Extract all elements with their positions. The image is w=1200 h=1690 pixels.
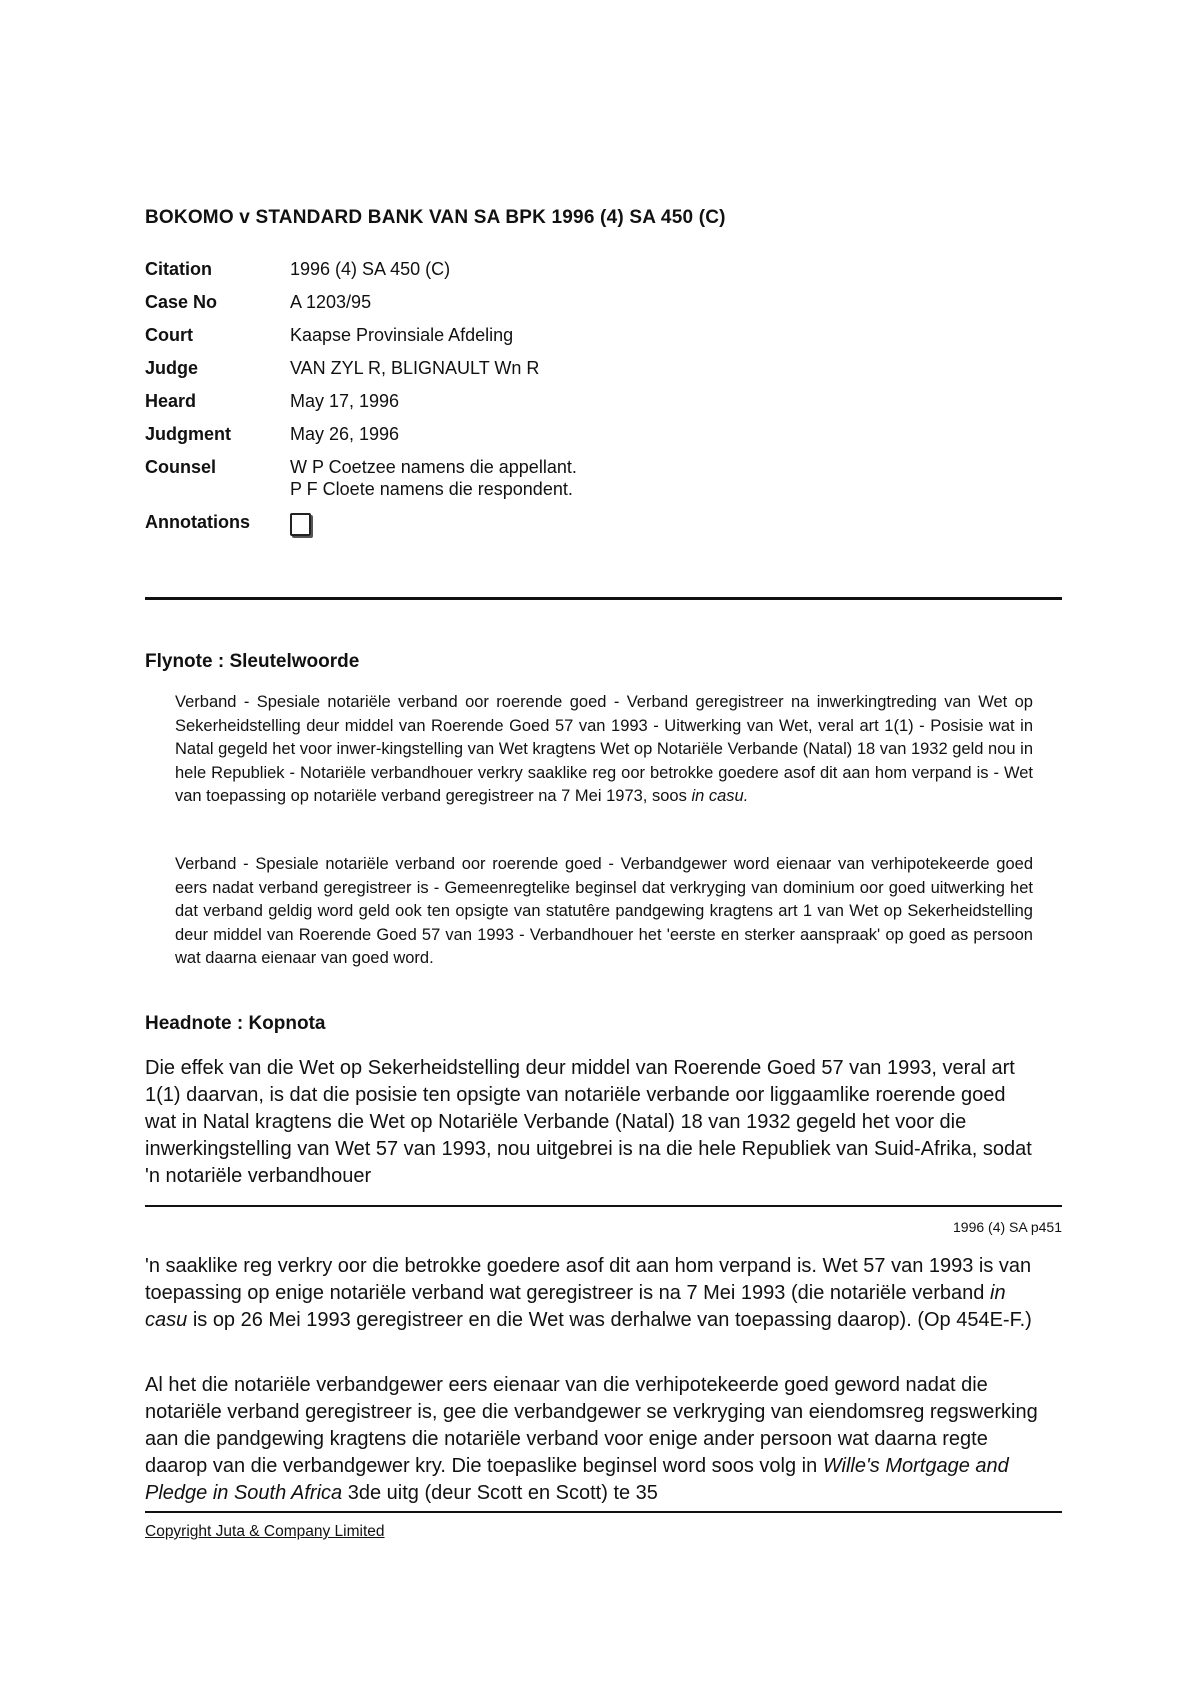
- copyright-link[interactable]: Copyright Juta & Company Limited: [145, 1523, 385, 1540]
- meta-value: May 17, 1996: [290, 391, 400, 411]
- headnote-heading: Headnote : Kopnota: [145, 1013, 326, 1034]
- meta-label: Heard: [145, 391, 197, 411]
- counsel-respondent: P F Cloete namens die respondent.: [290, 479, 573, 499]
- meta-label: Judgment: [145, 424, 232, 444]
- meta-label: Counsel: [145, 457, 217, 477]
- meta-row-judgment: [145, 423, 577, 445]
- meta-value: Kaapse Provinsiale Afdeling: [290, 325, 514, 345]
- meta-row-citation: [145, 258, 577, 280]
- headnote-paragraph-3: Al het die notariële verbandgewer eers eienaar van die verhipotekeerde goed geword nadat die notariële verband geregistreer is, gee die verbandgewer se verkryging van eiendomsreg regswerking aan die pandgewing kragtens die notariële verband voor enige ander persoon wat daarna regte daarop van die verbandgewer kry. Die toepaslike beginsel word soos volg in Wille's Mortgage and Pledge in South Africa 3de uitg (deur Scott en Scott) te 35: [145, 1374, 1038, 1504]
- flynote-paragraph-2: Verband - Spesiale notariële verband oor roerende goed - Verbandgewer word eienaar van verhipotekeerde goed eers nadat verband geregistreer is - Gemeenregtelike beginsel dat verkryging van dominium oor goed uitwerking het dat verband geldig word geld ook ten opsigte van statutêre pandgewing kragtens art 1 van Wet op Sekerheidstelling deur middel van Roerende Goed 57 van 1993 - Verbandhouer het 'eerste en sterker aanspraak' op goed as persoon wat daarna eienaar van goed word.: [175, 855, 1033, 967]
- meta-row-counsel: [145, 456, 577, 500]
- meta-label: Judge: [145, 358, 199, 378]
- meta-value: VAN ZYL R, BLIGNAULT Wn R: [290, 358, 540, 378]
- meta-row-annotations: [145, 511, 577, 541]
- meta-label: Annotations: [145, 512, 250, 532]
- meta-value: [290, 511, 311, 541]
- meta-label: Court: [145, 325, 193, 345]
- divider: [145, 1511, 1062, 1513]
- headnote-paragraph-2: 'n saaklike reg verkry oor die betrokke goedere asof dit aan hom verpand is. Wet 57 van 1993 is van toepassing op enige notariële verband wat geregistreer is na 7 Mei 1993 (die notariële verband in casu is op 26 Mei 1993 geregistreer en die Wet was derhalwe van toepassing daarop). (Op 454E-F.): [145, 1255, 1032, 1331]
- meta-row-heard: [145, 390, 577, 412]
- meta-value: A 1203/95: [290, 292, 372, 312]
- case-title: BOKOMO v STANDARD BANK VAN SA BPK 1996 (4) SA 450 (C): [145, 207, 726, 228]
- headnote-paragraph-1: Die effek van die Wet op Sekerheidstelling deur middel van Roerende Goed 57 van 1993, veral art 1(1) daarvan, is dat die posisie ten opsigte van notariële verbande oor liggaamlike roerende goed wat in Natal kragtens die Wet op Notariële Verbande (Natal) 18 van 1932 gegeld het voor die inwerkingstelling van Wet 57 van 1993, nou uitgebrei is na die hele Republiek van Suid-Afrika, sodat 'n notariële verbandhouer: [145, 1057, 1032, 1187]
- meta-value: May 26, 1996: [290, 424, 400, 444]
- flynote-heading: Flynote : Sleutelwoorde: [145, 651, 360, 672]
- meta-label: Case No: [145, 292, 218, 312]
- case-metadata: [145, 258, 577, 552]
- flynote-paragraph-1: Verband - Spesiale notariële verband oor roerende goed - Verband geregistreer na inwerkingtreding van Wet op Sekerheidstelling deur middel van Roerende Goed 57 van 1993 - Uitwerking van Wet, veral art 1(1) - Posisie wat in Natal gegeld het voor inwer-kingstelling van Wet kragtens Wet op Notariële Verbande (Natal) 18 van 1932 geld nou in hele Republiek - Notariële verbandhouer verkry saaklike reg oor betrokke goedere asof dit aan hom verpand is - Wet van toepassing op notariële verband geregistreer na 7 Mei 1973, soos in casu.: [175, 693, 1033, 805]
- page-reference: 1996 (4) SA p451: [953, 1219, 1062, 1235]
- meta-value: [290, 456, 577, 500]
- meta-label: Citation: [145, 259, 212, 279]
- meta-value: 1996 (4) SA 450 (C): [290, 259, 451, 279]
- meta-row-case-no: [145, 291, 577, 313]
- divider: [145, 1205, 1062, 1207]
- divider: [145, 597, 1062, 600]
- meta-row-court: [145, 324, 577, 346]
- counsel-appellant: W P Coetzee namens die appellant.: [290, 457, 577, 477]
- annotation-box-icon[interactable]: [290, 513, 311, 536]
- meta-row-judge: [145, 357, 577, 379]
